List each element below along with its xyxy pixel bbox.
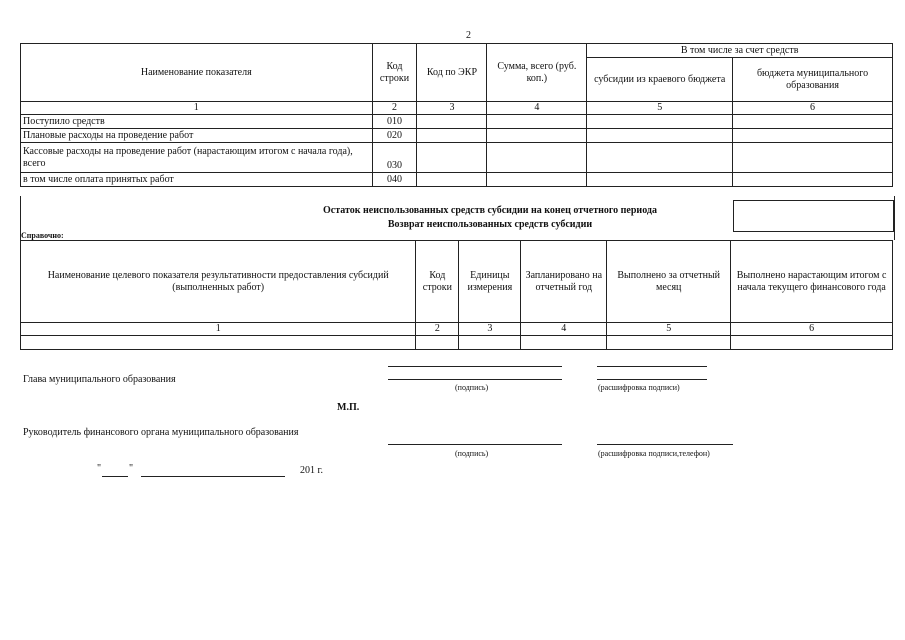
cell-sum[interactable] (487, 129, 587, 143)
row-code: 010 (372, 115, 417, 129)
col-number: 5 (607, 323, 731, 336)
col-number: 1 (21, 102, 373, 115)
cell-regional[interactable] (587, 115, 733, 129)
indicators-table (20, 240, 893, 350)
col-number: 3 (459, 323, 521, 336)
date-quote-open: " (97, 463, 102, 474)
cell-municipal[interactable] (733, 173, 893, 187)
table-row (21, 173, 893, 187)
funds-table (20, 43, 893, 187)
header-month: Выполнено за отчетный месяц (607, 241, 731, 323)
col-number: 2 (372, 102, 417, 115)
header-regional: субсидии из краевого бюджета (587, 58, 733, 102)
date-quote-close: " (129, 463, 134, 474)
cell-regional[interactable] (587, 129, 733, 143)
col-number: 6 (733, 102, 893, 115)
table-row (21, 129, 893, 143)
header-code: Код строки (416, 241, 459, 323)
cell-units[interactable] (459, 336, 521, 350)
cell-name[interactable] (21, 336, 416, 350)
header-ytd: Выполнено нарастающим итогом с начала текущего финансового года (731, 241, 893, 323)
head-label: Глава муниципального образования (23, 374, 176, 385)
finance-label: Руководитель финансового органа муниципального образования (23, 427, 299, 438)
cell-municipal[interactable] (733, 143, 893, 173)
cell-municipal[interactable] (733, 129, 893, 143)
cell-ekr[interactable] (417, 115, 487, 129)
row-name: Плановые расходы на проведение работ (21, 129, 373, 143)
stamp-label: М.П. (337, 402, 360, 413)
col-number: 3 (417, 102, 487, 115)
row-code: 030 (372, 143, 417, 173)
header-sum: Сумма, всего (руб. коп.) (487, 44, 587, 102)
cell-month[interactable] (607, 336, 731, 350)
cell-regional[interactable] (587, 143, 733, 173)
cell-municipal[interactable] (733, 115, 893, 129)
row-name: Поступило средств (21, 115, 373, 129)
signature-line-top (388, 366, 562, 367)
return-title: Возврат неиспользованных средств субсидии (387, 219, 593, 230)
table-row (21, 143, 893, 173)
cell-ytd[interactable] (731, 336, 893, 350)
signature-line-2[interactable] (388, 444, 562, 445)
header-planned: Запланировано на отчетный год (521, 241, 607, 323)
header-units: Единицы измерения (459, 241, 521, 323)
table-row (21, 115, 893, 129)
decode-line[interactable] (597, 379, 707, 380)
header-name: Наименование показателя (21, 44, 373, 102)
cell-planned[interactable] (521, 336, 607, 350)
cell-sum[interactable] (487, 173, 587, 187)
signature-line[interactable] (388, 379, 562, 380)
balance-value-box[interactable] (733, 200, 894, 232)
row-name: в том числе оплата принятых работ (21, 173, 373, 187)
header-ekr: Код по ЭКР (417, 44, 487, 102)
reference-label: Справочно: (21, 231, 64, 240)
header-municipal: бюджета муниципального образования (733, 58, 893, 102)
cell-code[interactable] (416, 336, 459, 350)
signature-caption: (подпись) (455, 383, 489, 392)
signature-caption-2: (подпись) (455, 449, 489, 458)
cell-ekr[interactable] (417, 143, 487, 173)
col-number: 6 (731, 323, 893, 336)
cell-ekr[interactable] (417, 173, 487, 187)
col-number: 1 (21, 323, 416, 336)
row-name: Кассовые расходы на проведение работ (нарастающим итогом с начала года), всего (21, 143, 373, 173)
header-name: Наименование целевого показателя результативности предоставления субсидий (выполненных работ) (21, 241, 416, 323)
decode-caption: (расшифровка подписи) (598, 383, 680, 392)
decode-line-top (597, 366, 707, 367)
page-number: 2 (466, 30, 471, 41)
header-group: В том числе за счет средств (587, 44, 893, 58)
decode-phone-line[interactable] (597, 444, 733, 445)
col-number: 4 (521, 323, 607, 336)
date-year: 201 г. (300, 465, 323, 476)
table-row (21, 336, 893, 350)
cell-sum[interactable] (487, 143, 587, 173)
decode-phone-caption: (расшифровка подписи,телефон) (598, 449, 710, 458)
col-number: 2 (416, 323, 459, 336)
col-number: 5 (587, 102, 733, 115)
cell-sum[interactable] (487, 115, 587, 129)
header-code: Код строки (372, 44, 417, 102)
cell-regional[interactable] (587, 173, 733, 187)
col-number: 4 (487, 102, 587, 115)
date-day-line[interactable] (102, 476, 128, 477)
row-code: 040 (372, 173, 417, 187)
row-code: 020 (372, 129, 417, 143)
date-month-line[interactable] (141, 476, 285, 477)
cell-ekr[interactable] (417, 129, 487, 143)
balance-title: Остаток неиспользованных средств субсидии на конец отчетного периода (323, 205, 657, 216)
